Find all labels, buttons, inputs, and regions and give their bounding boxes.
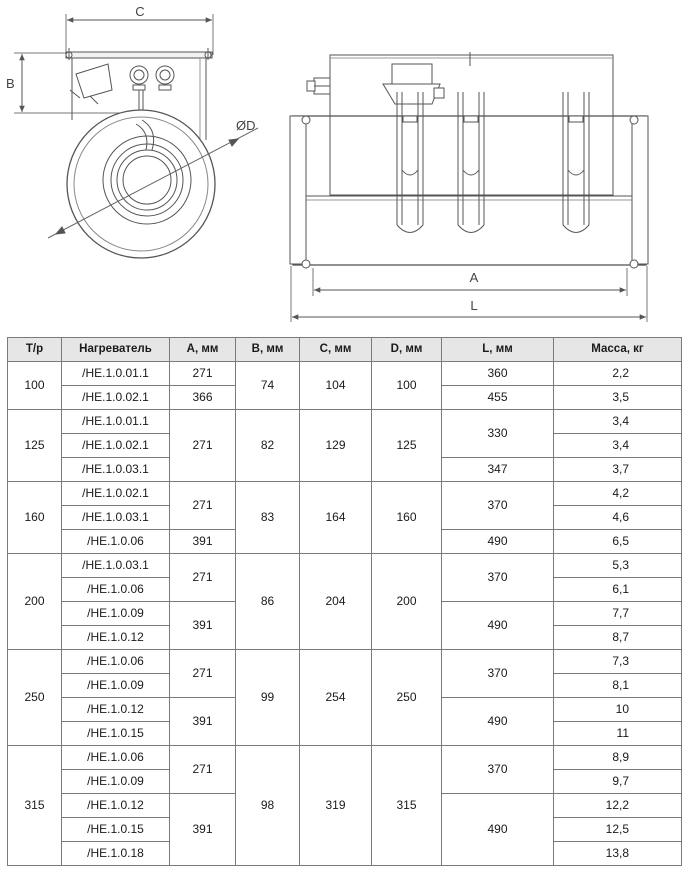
col-header-l: L, мм (442, 338, 554, 362)
cell-b: 99 (236, 650, 300, 746)
cell-heater: /HE.1.0.18 (62, 842, 170, 866)
cell-heater: /HE.1.0.06 (62, 746, 170, 770)
cell-l: 490 (442, 602, 554, 650)
side-view (14, 14, 258, 258)
cell-mass: 7,3 (554, 650, 682, 674)
cell-b: 98 (236, 746, 300, 866)
cell-heater: /HE.1.0.03.1 (62, 554, 170, 578)
cell-c: 164 (300, 482, 372, 554)
cell-tr: 200 (8, 554, 62, 650)
cell-mass: 8,9 (554, 746, 682, 770)
cell-mass: 10 (554, 698, 682, 722)
cell-mass: 12,2 (554, 794, 682, 818)
cell-b: 86 (236, 554, 300, 650)
dim-label-l: L (470, 298, 478, 313)
cell-c: 319 (300, 746, 372, 866)
technical-drawing (0, 0, 690, 330)
cell-heater: /HE.1.0.06 (62, 578, 170, 602)
cell-c: 129 (300, 410, 372, 482)
cell-l: 370 (442, 482, 554, 530)
cell-d: 160 (372, 482, 442, 554)
cell-tr: 125 (8, 410, 62, 482)
cell-mass: 8,1 (554, 674, 682, 698)
cell-heater: /HE.1.0.09 (62, 674, 170, 698)
cell-l: 490 (442, 794, 554, 866)
cell-mass: 3,5 (554, 386, 682, 410)
cell-a: 391 (170, 602, 236, 650)
cell-heater: /HE.1.0.06 (62, 650, 170, 674)
cell-mass: 5,3 (554, 554, 682, 578)
cell-heater: /HE.1.0.02.1 (62, 386, 170, 410)
cell-heater: /HE.1.0.15 (62, 818, 170, 842)
table-row (8, 554, 682, 578)
table-row (8, 650, 682, 674)
cell-l: 330 (442, 410, 554, 458)
cell-heater: /HE.1.0.09 (62, 602, 170, 626)
col-header-mass: Масса, кг (554, 338, 682, 362)
dim-label-c: C (135, 4, 145, 19)
cell-b: 83 (236, 482, 300, 554)
col-header-c: C, мм (300, 338, 372, 362)
col-header-tr: Т/р (8, 338, 62, 362)
cell-a: 366 (170, 386, 236, 410)
col-header-heater: Нагреватель (62, 338, 170, 362)
cell-b: 82 (236, 410, 300, 482)
cell-mass: 8,7 (554, 626, 682, 650)
cell-l: 370 (442, 650, 554, 698)
cell-d: 250 (372, 650, 442, 746)
cell-mass: 12,5 (554, 818, 682, 842)
cell-mass: 13,8 (554, 842, 682, 866)
col-header-a: A, мм (170, 338, 236, 362)
cell-mass: 3,7 (554, 458, 682, 482)
cell-c: 104 (300, 362, 372, 410)
cell-a: 271 (170, 746, 236, 794)
cell-mass: 9,7 (554, 770, 682, 794)
table-row (8, 746, 682, 770)
cell-heater: /HE.1.0.12 (62, 794, 170, 818)
table-row (8, 482, 682, 506)
cell-a: 271 (170, 362, 236, 386)
table-header-row (8, 338, 682, 362)
cell-heater: /HE.1.0.12 (62, 698, 170, 722)
cell-tr: 250 (8, 650, 62, 746)
cell-tr: 160 (8, 482, 62, 554)
cell-heater: /HE.1.0.02.1 (62, 482, 170, 506)
cell-a: 271 (170, 650, 236, 698)
cell-heater: /HE.1.0.15 (62, 722, 170, 746)
cell-mass: 4,2 (554, 482, 682, 506)
col-header-d: D, мм (372, 338, 442, 362)
cell-mass: 6,5 (554, 530, 682, 554)
cell-heater: /HE.1.0.03.1 (62, 506, 170, 530)
cell-l: 370 (442, 746, 554, 794)
cell-heater: /HE.1.0.01.1 (62, 410, 170, 434)
specification-table (7, 337, 682, 866)
cell-heater: /HE.1.0.03.1 (62, 458, 170, 482)
cell-l: 455 (442, 386, 554, 410)
cell-heater: /HE.1.0.09 (62, 770, 170, 794)
cell-l: 490 (442, 530, 554, 554)
dim-label-d: ØD (236, 118, 256, 133)
dim-label-b: B (6, 76, 15, 91)
cell-d: 315 (372, 746, 442, 866)
cell-mass: 4,6 (554, 506, 682, 530)
cell-mass: 7,7 (554, 602, 682, 626)
dim-label-a: A (469, 270, 479, 285)
cell-a: 391 (170, 698, 236, 746)
col-header-b: B, мм (236, 338, 300, 362)
cell-a: 391 (170, 794, 236, 866)
cell-tr: 100 (8, 362, 62, 410)
cell-c: 254 (300, 650, 372, 746)
table-row (8, 410, 682, 434)
cell-l: 360 (442, 362, 554, 386)
cell-l: 370 (442, 554, 554, 602)
cell-mass: 3,4 (554, 410, 682, 434)
cell-heater: /HE.1.0.01.1 (62, 362, 170, 386)
cell-a: 271 (170, 554, 236, 602)
cell-a: 391 (170, 530, 236, 554)
cell-mass: 3,4 (554, 434, 682, 458)
cell-c: 204 (300, 554, 372, 650)
cell-d: 200 (372, 554, 442, 650)
cell-tr: 315 (8, 746, 62, 866)
cell-mass: 2,2 (554, 362, 682, 386)
cell-heater: /HE.1.0.06 (62, 530, 170, 554)
cell-heater: /HE.1.0.02.1 (62, 434, 170, 458)
cell-b: 74 (236, 362, 300, 410)
cell-l: 490 (442, 698, 554, 746)
cell-heater: /HE.1.0.12 (62, 626, 170, 650)
cell-d: 125 (372, 410, 442, 482)
cell-l: 347 (442, 458, 554, 482)
cell-a: 271 (170, 410, 236, 482)
cell-a: 271 (170, 482, 236, 530)
cell-mass: 6,1 (554, 578, 682, 602)
cell-mass: 11 (554, 722, 682, 746)
table-row (8, 362, 682, 386)
cell-d: 100 (372, 362, 442, 410)
